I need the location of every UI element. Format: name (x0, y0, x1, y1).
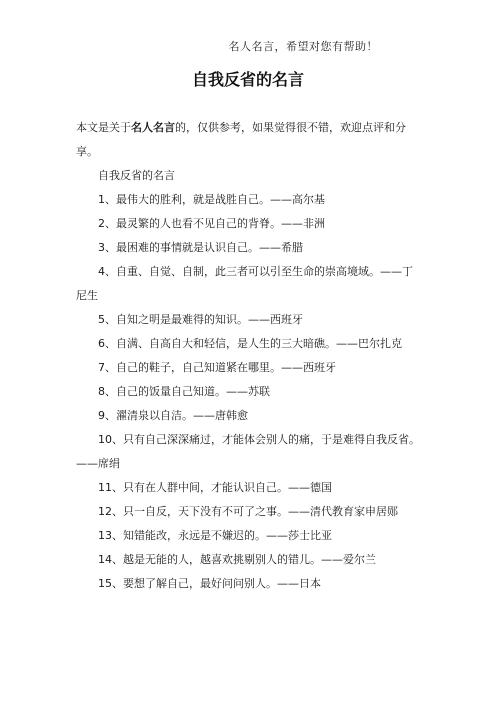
quote-item: 10、只有自己深深痛过，才能体会别人的痛，于是难得自我反省。——席绢 (76, 433, 420, 470)
intro-text-before: 本文是关于 (76, 121, 131, 134)
section-heading: 自我反省的名言 (98, 169, 175, 182)
quote-item: 9、濯清泉以自洁。——唐韩愈 (98, 409, 248, 422)
quote-item: 6、自满、自高自大和轻信，是人生的三大暗礁。——巴尔扎克 (98, 337, 402, 350)
quote-item: 13、知错能改，永远是不嫌迟的。——莎士比亚 (98, 529, 332, 542)
quote-item: 3、最困难的事情就是认识自己。——希腊 (98, 241, 303, 254)
quote-item: 5、自知之明是最难得的知识。——西班牙 (98, 313, 303, 326)
intro-text-after: 的，仅供参考，如果觉得很不错，欢迎点评和分享。 (76, 121, 406, 158)
quote-item: 12、只一自反，天下没有不可了之事。——清代教育家申居郧 (98, 505, 398, 518)
quote-item: 15、要想了解自己，最好问问别人。——日本 (98, 577, 321, 590)
header-note: 名人名言，希望对您有帮助！ (228, 40, 378, 53)
document-body (76, 116, 422, 596)
quote-item: 2、最灵繁的人也看不见自己的背脊。——非洲 (98, 217, 325, 230)
intro-paragraph (76, 116, 422, 164)
quote-item: 7、自己的鞋子，自己知道紧在哪里。——西班牙 (98, 361, 336, 374)
quote-item: 11、只有在人群中间，才能认识自己。——德国 (98, 481, 332, 494)
quote-item: 4、自重、自觉、自制，此三者可以引至生命的崇高境域。——丁尼生 (76, 265, 413, 302)
quote-item: 8、自己的饭量自己知道。——苏联 (98, 385, 270, 398)
quote-item: 1、最伟大的胜利，就是战胜自己。——高尔基 (98, 193, 325, 206)
quote-item: 14、越是无能的人，越喜欢挑剔别人的错儿。——爱尔兰 (98, 553, 376, 566)
intro-keyword: 名人名言 (131, 121, 175, 134)
page-title: 自我反省的名言 (191, 70, 304, 89)
